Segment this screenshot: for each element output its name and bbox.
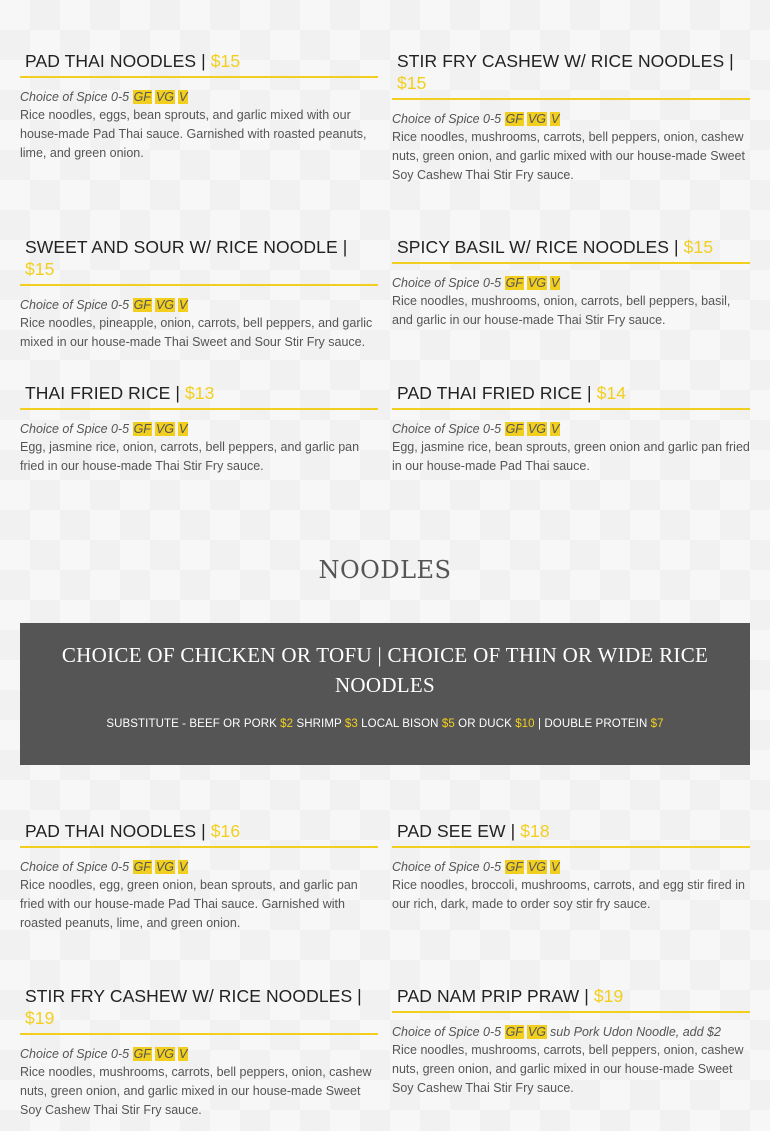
item-name: THAI FRIED RICE | — [25, 383, 185, 403]
v-tag: V — [179, 1047, 188, 1061]
gf-tag: GF — [505, 112, 523, 126]
item-price: $15 — [397, 73, 427, 93]
sub-label: | DOUBLE PROTEIN — [534, 718, 651, 730]
vg-tag: VG — [155, 90, 174, 104]
v-tag: V — [551, 860, 560, 874]
sub-price: $10 — [515, 718, 535, 730]
item-price: $15 — [210, 51, 241, 71]
menu-item-pad-see-ew — [392, 820, 750, 914]
item-price: $19 — [25, 1008, 55, 1028]
item-price: $15 — [25, 259, 55, 279]
spice-label: Choice of Spice 0-5 — [20, 90, 130, 104]
item-name: PAD SEE EW | — [397, 821, 521, 841]
item-name: STIR FRY CASHEW W/ RICE NOODLES | — [25, 986, 362, 1006]
banner-substitutions — [20, 718, 750, 730]
item-title — [392, 985, 750, 1013]
vg-tag: VG — [155, 860, 174, 874]
spice-line — [20, 88, 378, 106]
spice-line — [392, 1023, 750, 1041]
menu-item-spicy-basil — [392, 236, 750, 330]
spice-label: Choice of Spice 0-5 — [392, 860, 502, 874]
vg-tag: VG — [527, 860, 546, 874]
v-tag: V — [179, 298, 188, 312]
gf-tag: GF — [133, 90, 151, 104]
gf-tag: GF — [505, 860, 523, 874]
spice-line — [20, 420, 378, 438]
item-name: STIR FRY CASHEW W/ RICE NOODLES | — [397, 51, 734, 71]
vg-tag: VG — [527, 112, 546, 126]
v-tag: V — [179, 90, 188, 104]
item-price: $19 — [593, 986, 624, 1006]
spice-line — [392, 858, 750, 876]
vg-tag: VG — [155, 422, 174, 436]
item-title — [20, 236, 378, 286]
item-description: Rice noodles, mushrooms, carrots, bell peppers, onion, cashew nuts, green onion, and garlic mixed with our house-made Sweet Soy Cashew Thai Stir Fry sauce. — [392, 130, 745, 182]
spice-label: Choice of Spice 0-5 — [392, 1025, 502, 1039]
spice-label: Choice of Spice 0-5 — [392, 276, 502, 290]
item-description: Egg, jasmine rice, onion, carrots, bell peppers, and garlic pan fried in our house-made Thai Stir Fry sauce. — [20, 440, 360, 473]
item-description: Rice noodles, pineapple, onion, carrots, bell peppers, and garlic mixed in our house-made Thai Sweet and Sour Stir Fry sauce. — [20, 316, 373, 349]
spice-label: Choice of Spice 0-5 — [20, 298, 130, 312]
sub-price: $5 — [441, 718, 455, 730]
spice-label: Choice of Spice 0-5 — [392, 422, 502, 436]
vg-tag: VG — [155, 1047, 174, 1061]
sub-price: $3 — [344, 718, 358, 730]
item-price: $15 — [683, 237, 714, 257]
item-title — [20, 50, 378, 78]
vg-tag: VG — [155, 298, 174, 312]
sub-price: $7 — [650, 718, 664, 730]
spice-label: Choice of Spice 0-5 — [20, 422, 130, 436]
v-tag: V — [551, 422, 560, 436]
item-name: PAD THAI NOODLES | — [25, 51, 211, 71]
spice-line — [392, 110, 750, 128]
sub-price: $2 — [280, 718, 294, 730]
spice-line — [392, 420, 750, 438]
item-description: Rice noodles, egg, green onion, bean sprouts, and garlic pan fried with our house-made Pad Thai sauce. Garnished with roasted peanuts, lime, and green onion. — [20, 878, 358, 930]
item-description: Rice noodles, mushrooms, carrots, bell peppers, onion, cashew nuts, green onion, and garlic mixed in our house-made Sweet Soy Cashew Thai Stir Fry sauce. — [392, 1043, 744, 1095]
spice-label: Choice of Spice 0-5 — [392, 112, 502, 126]
spice-line — [20, 858, 378, 876]
spice-line — [20, 296, 378, 314]
menu-item-pad-nam-prip-praw — [392, 985, 750, 1098]
item-title — [20, 985, 378, 1035]
item-description: Rice noodles, broccoli, mushrooms, carrots, and egg stir fired in our rich, dark, made to order soy stir fry sauce. — [392, 878, 745, 911]
sub-label: SUBSTITUTE - BEEF OR PORK — [106, 718, 281, 730]
gf-tag: GF — [133, 1047, 151, 1061]
menu-item-pad-thai-noodles-2 — [20, 820, 378, 933]
banner-title: CHOICE OF CHICKEN OR TOFU | CHOICE OF THIN OR WIDE RICE NOODLES — [61, 643, 709, 697]
item-title — [392, 50, 750, 100]
menu-item-pad-thai-noodles — [20, 50, 378, 163]
spice-label: Choice of Spice 0-5 — [20, 1047, 130, 1061]
item-title — [392, 820, 750, 848]
item-name: SPICY BASIL W/ RICE NOODLES | — [397, 237, 684, 257]
spice-extra-note: sub Pork Udon Noodle, add $2 — [550, 1025, 721, 1039]
gf-tag: GF — [133, 422, 151, 436]
menu-item-stir-fry-cashew-2 — [20, 985, 378, 1120]
item-name: PAD THAI NOODLES | — [25, 821, 211, 841]
gf-tag: GF — [505, 422, 523, 436]
item-title — [20, 382, 378, 410]
item-price: $18 — [520, 821, 550, 841]
item-price: $16 — [210, 821, 241, 841]
item-description: Rice noodles, mushrooms, carrots, bell peppers, onion, cashew nuts, green onion, and garlic mixed in our house-made Sweet Soy Cashew Thai Stir Fry sauce. — [20, 1065, 372, 1117]
menu-item-sweet-and-sour — [20, 236, 378, 352]
item-price: $13 — [184, 383, 215, 403]
gf-tag: GF — [133, 298, 151, 312]
item-name: SWEET AND SOUR W/ RICE NOODLE | — [25, 237, 348, 257]
spice-label: Choice of Spice 0-5 — [20, 860, 130, 874]
vg-tag: VG — [527, 422, 546, 436]
v-tag: V — [179, 860, 188, 874]
noodles-options-banner — [20, 623, 750, 765]
item-name: PAD NAM PRIP PRAW | — [397, 986, 594, 1006]
item-title — [392, 236, 750, 264]
item-description: Egg, jasmine rice, bean sprouts, green onion and garlic pan fried in our house-made Pad Thai sauce. — [392, 440, 750, 473]
item-price: $14 — [596, 383, 627, 403]
item-description: Rice noodles, eggs, bean sprouts, and garlic mixed with our house-made Pad Thai sauce. Garnished with roasted peanuts, lime, and green onion. — [20, 108, 367, 160]
v-tag: V — [179, 422, 188, 436]
sub-label: SHRIMP — [293, 718, 345, 730]
gf-tag: GF — [133, 860, 151, 874]
sub-label: LOCAL BISON — [357, 718, 442, 730]
spice-line — [20, 1045, 378, 1063]
vg-tag: VG — [527, 1025, 546, 1039]
gf-tag: GF — [505, 1025, 523, 1039]
item-title — [20, 820, 378, 848]
vg-tag: VG — [527, 276, 546, 290]
spice-line — [392, 274, 750, 292]
menu-item-thai-fried-rice — [20, 382, 378, 476]
item-name: PAD THAI FRIED RICE | — [397, 383, 597, 403]
gf-tag: GF — [505, 276, 523, 290]
v-tag: V — [551, 112, 560, 126]
item-title — [392, 382, 750, 410]
menu-item-pad-thai-fried-rice — [392, 382, 750, 476]
section-heading-noodles: NOODLES — [318, 556, 452, 584]
v-tag: V — [551, 276, 560, 290]
sub-label: OR DUCK — [454, 718, 516, 730]
item-description: Rice noodles, mushrooms, onion, carrots, bell peppers, basil, and garlic in our house-made Thai Stir Fry sauce. — [392, 294, 731, 327]
menu-item-stir-fry-cashew — [392, 50, 750, 185]
